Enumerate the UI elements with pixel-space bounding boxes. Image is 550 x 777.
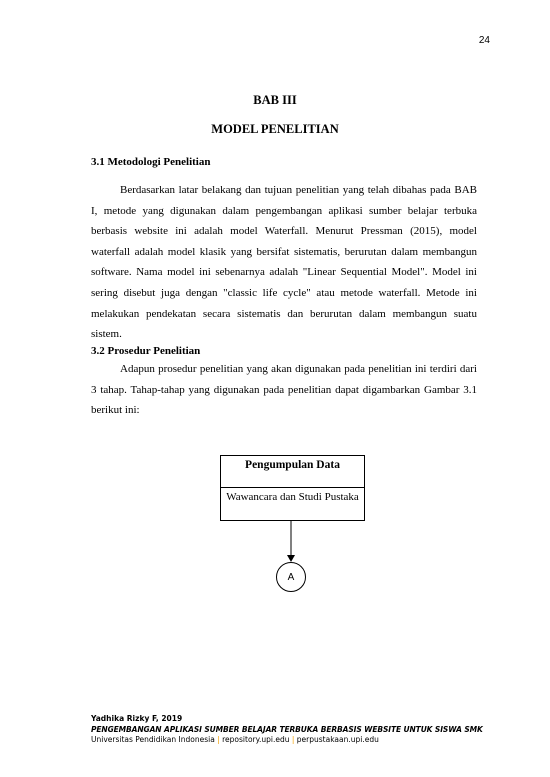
section-paragraph-3-1: Berdasarkan latar belakang dan tujuan penelitian yang telah dibahas pada BAB I, metode yang digunakan dalam pengembangan aplikasi sumber belajar terbuka berbasis website ini adalah model Waterfall. Menurut Pressman (2015), model waterfall adalah model klasik yang bersifat sistematis, berurutan dalam membangun software. Nama model ini sebenarnya adalah "Linear Sequential Model". Model ini sering disebut juga dengan "classic life cycle" atau metode waterfall. Metode ini melakukan pendekatan secara sistematis dan berurutan dalam membangun suatu sistem. <box>91 184 477 341</box>
page-footer <box>91 714 483 746</box>
footer-thesis-title: PENGEMBANGAN APLIKASI SUMBER BELAJAR TERBUKA BERBASIS WEBSITE UNTUK SISWA SMK <box>91 724 483 734</box>
chapter-label: BAB III <box>253 93 297 107</box>
footer-separator: | <box>291 735 295 744</box>
footer-library-link[interactable]: perpustakaan.upi.edu <box>296 735 379 744</box>
footer-university: Universitas Pendidikan Indonesia <box>91 735 215 744</box>
chapter-title: MODEL PENELITIAN <box>211 122 339 136</box>
footer-author: Yadhika Rizky F, 2019 <box>91 714 183 723</box>
footer-separator: | <box>217 735 220 744</box>
page-number: 24 <box>478 35 490 46</box>
flowchart-box-title: Pengumpulan Data <box>221 456 364 488</box>
flowchart-box-body: Wawancara dan Studi Pustaka <box>226 491 359 503</box>
section-heading-3-1: 3.1 Metodologi Penelitian <box>91 156 211 168</box>
footer-repository-link[interactable]: repository.upi.edu <box>222 735 290 744</box>
flowchart-connector: A <box>276 562 306 592</box>
flowchart-arrow <box>285 521 297 563</box>
section-heading-3-2: 3.2 Prosedur Penelitian <box>91 345 201 357</box>
flowchart-box-pengumpulan-data <box>220 455 365 521</box>
footer-institution-line <box>91 735 483 746</box>
section-paragraph-3-2: Adapun prosedur penelitian yang akan digunakan pada penelitian ini terdiri dari 3 tahap. Tahap-tahap yang digunakan pada penelitian dapat digambarkan Gambar 3.1 berikut ini: <box>91 363 477 417</box>
